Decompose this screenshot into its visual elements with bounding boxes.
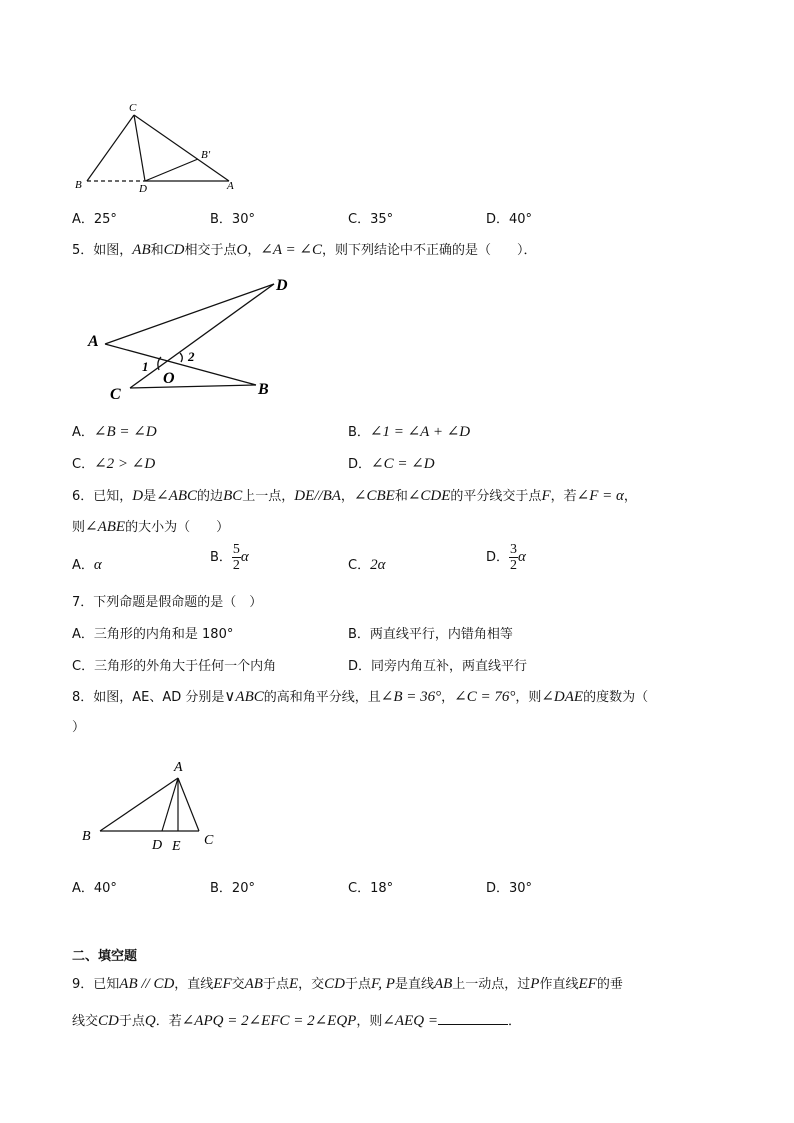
q5-math-cd: CD	[163, 242, 185, 258]
q6-m-deba: DE//BA	[294, 488, 341, 504]
q7-option-a: A．三角形的内角和是 180°	[72, 627, 234, 642]
q6-option-d-label: D．	[486, 550, 510, 565]
q6-m-f: F	[541, 488, 551, 504]
q9-l2-t2: 于点	[118, 1014, 145, 1029]
q5-option-c-label: C．	[72, 457, 95, 472]
q6-l2-t2: 的大小为（ ）	[125, 520, 230, 535]
q5-text-4: ，	[247, 243, 261, 258]
q5-text-3: 相交于点	[184, 243, 237, 258]
q9-m-ab: AB	[244, 976, 263, 992]
q4-option-c: C．35°	[348, 212, 394, 227]
q6-t8: ，若	[550, 489, 577, 504]
q8-option-a: A．40°	[72, 881, 117, 896]
q8-m-dae: ∠DAE	[541, 689, 584, 705]
q9-t10: 的垂	[596, 977, 623, 992]
q5-label-B: B	[258, 381, 269, 398]
q4-label-B-prime: B′	[201, 149, 211, 161]
q6-t2: 是	[143, 489, 157, 504]
q5-option-b-label: B．	[348, 425, 370, 440]
q9-l2-t4: ，则	[356, 1014, 383, 1029]
q9-t7: 是直线	[394, 977, 434, 992]
q7-option-c: C．三角形的外角大于任何一个内角	[72, 659, 277, 674]
q9-m-abcd: AB // CD	[119, 976, 175, 992]
q8-m-b36: ∠B = 36°	[380, 689, 442, 705]
q8-label-B: B	[82, 829, 91, 844]
q5-text-5: ，则下列结论中不正确的是（ ）．	[322, 243, 537, 258]
q7-option-d: D．同旁内角互补，两直线平行	[348, 659, 528, 674]
q5-option-a-math: ∠B = ∠D	[93, 424, 157, 440]
q9-t5: ，交	[298, 977, 325, 992]
q5-option-d-label: D．	[348, 457, 372, 472]
q9-l2-t3: ．若	[155, 1014, 182, 1029]
q6-m-bc: BC	[223, 488, 243, 504]
q9-t6: 于点	[345, 977, 372, 992]
q8-stem-line2: ）	[72, 720, 86, 735]
q9-m-ef: EF	[213, 976, 232, 992]
q4-option-b: B．30°	[210, 212, 255, 227]
q9-m-fp: F, P	[371, 976, 395, 992]
q9-l2-m-apq: ∠APQ = 2∠EFC = 2∠EQP	[181, 1013, 357, 1029]
q6-m-abc: ∠ABC	[156, 488, 198, 504]
q8-t4: ，则	[515, 690, 542, 705]
q9-stem-line1	[72, 973, 623, 993]
q5-label-D: D	[276, 277, 288, 294]
q5-label-2: 2	[188, 349, 195, 364]
q6-m-cbe: ∠CBE	[353, 488, 395, 504]
q6-l2-m-abe: ∠ABE	[85, 519, 126, 535]
q5-option-a-label: A．	[72, 425, 94, 440]
q8-t2: 的高和角平分线，且	[263, 690, 381, 705]
q6-option-b-label: B．	[210, 550, 232, 565]
q6-l2-t1: 则	[72, 520, 86, 535]
q5-label-C: C	[110, 386, 121, 403]
q6-t1: 6．已知，	[72, 489, 133, 504]
q6-t9: ，	[623, 489, 637, 504]
q6-option-d-den: 2	[510, 558, 518, 573]
q9-m-ef2: EF	[578, 976, 597, 992]
q6-option-b-num: 5	[232, 542, 240, 557]
q9-t9: 作直线	[539, 977, 579, 992]
q5-math-o: O	[236, 242, 248, 258]
q9-l2-m-q: Q	[144, 1013, 156, 1029]
q8-label-A: A	[174, 760, 183, 775]
q8-option-d: D．30°	[486, 881, 533, 896]
q4-label-A: A	[227, 180, 234, 192]
q6-option-a-label: A．	[72, 558, 94, 573]
q6-option-c-label: C．	[348, 558, 371, 573]
q9-m-p: P	[530, 976, 540, 992]
q8-option-c: C．18°	[348, 881, 394, 896]
q5-label-1: 1	[142, 359, 149, 374]
q9-l2-m-cd: CD	[98, 1013, 119, 1029]
q6-option-d-var: α	[518, 549, 526, 565]
q5-label-O: O	[163, 370, 175, 387]
q8-m-abc: ∨ABC	[224, 689, 264, 705]
q9-stem-line2	[72, 1010, 521, 1030]
q4-option-d: D．40°	[486, 212, 533, 227]
q6-option-a-math: α	[93, 557, 102, 573]
q9-t4: 于点	[262, 977, 289, 992]
q6-m-cde: ∠CDE	[407, 488, 451, 504]
q6-t3: 的边	[197, 489, 224, 504]
q5-text-2: 和	[150, 243, 164, 258]
q4-option-a: A．25°	[72, 212, 117, 227]
q8-m-c76: ∠C = 76°	[454, 689, 516, 705]
q6-m-falpha: ∠F = α	[576, 488, 624, 504]
q5-option-d-math: ∠C = ∠D	[371, 456, 435, 472]
q8-label-D: D	[152, 838, 163, 853]
q9-m-cd: CD	[324, 976, 346, 992]
q9-t3: 交	[231, 977, 245, 992]
q9-l2-t5: ．	[507, 1014, 521, 1029]
q5-text-1: 5．如图，	[72, 243, 133, 258]
q8-label-C: C	[204, 833, 214, 848]
q4-label-C: C	[129, 102, 137, 114]
q9-t8: 上一动点，过	[452, 977, 531, 992]
q8-seg-AB	[100, 778, 178, 831]
q6-option-c-math: 2α	[370, 557, 386, 573]
q6-m-d: D	[132, 488, 144, 504]
q6-option-d-num: 3	[510, 542, 518, 557]
q4-label-D: D	[139, 183, 147, 195]
section-2-title: 二、填空题	[72, 949, 138, 964]
q5-option-c-math: ∠2 > ∠D	[94, 456, 156, 472]
q7-option-b: B．两直线平行，内错角相等	[348, 627, 513, 642]
q8-t5: 的度数为（	[583, 690, 649, 705]
q7-stem: 7．下列命题是假命题的是（ ）	[72, 595, 263, 610]
q6-t7: 的平分线交于点	[450, 489, 542, 504]
q6-t6: 和	[394, 489, 408, 504]
q9-m-e: E	[288, 976, 299, 992]
q8-t3: ，	[441, 690, 455, 705]
q9-t1: 9．已知	[72, 977, 120, 992]
q9-t2: ，直线	[174, 977, 214, 992]
q6-option-b-var: α	[240, 549, 249, 565]
q5-option-b-math: ∠1 = ∠A + ∠D	[369, 424, 471, 440]
q8-seg-AC	[178, 778, 199, 831]
q5-label-A: A	[88, 333, 99, 350]
q5-math-ab: AB	[132, 242, 151, 258]
q9-l2-t1: 线交	[72, 1014, 99, 1029]
q9-l2-m-aeq: ∠AEQ =	[382, 1013, 438, 1029]
q8-option-b: B．20°	[210, 881, 255, 896]
q5-math-angle-eq: ∠A = ∠C	[260, 242, 322, 258]
q8-label-E: E	[172, 839, 181, 854]
q8-seg-AD	[162, 778, 178, 831]
q4-label-B: B	[75, 179, 82, 191]
q9-answer-blank[interactable]	[438, 1012, 508, 1025]
q9-m-ab2: AB	[433, 976, 453, 992]
q6-t4: 上一点，	[242, 489, 295, 504]
q6-option-b-den: 2	[232, 558, 240, 573]
q8-t1: 8．如图，AE、AD 分别是	[72, 690, 225, 705]
q6-t5: ，	[340, 489, 354, 504]
